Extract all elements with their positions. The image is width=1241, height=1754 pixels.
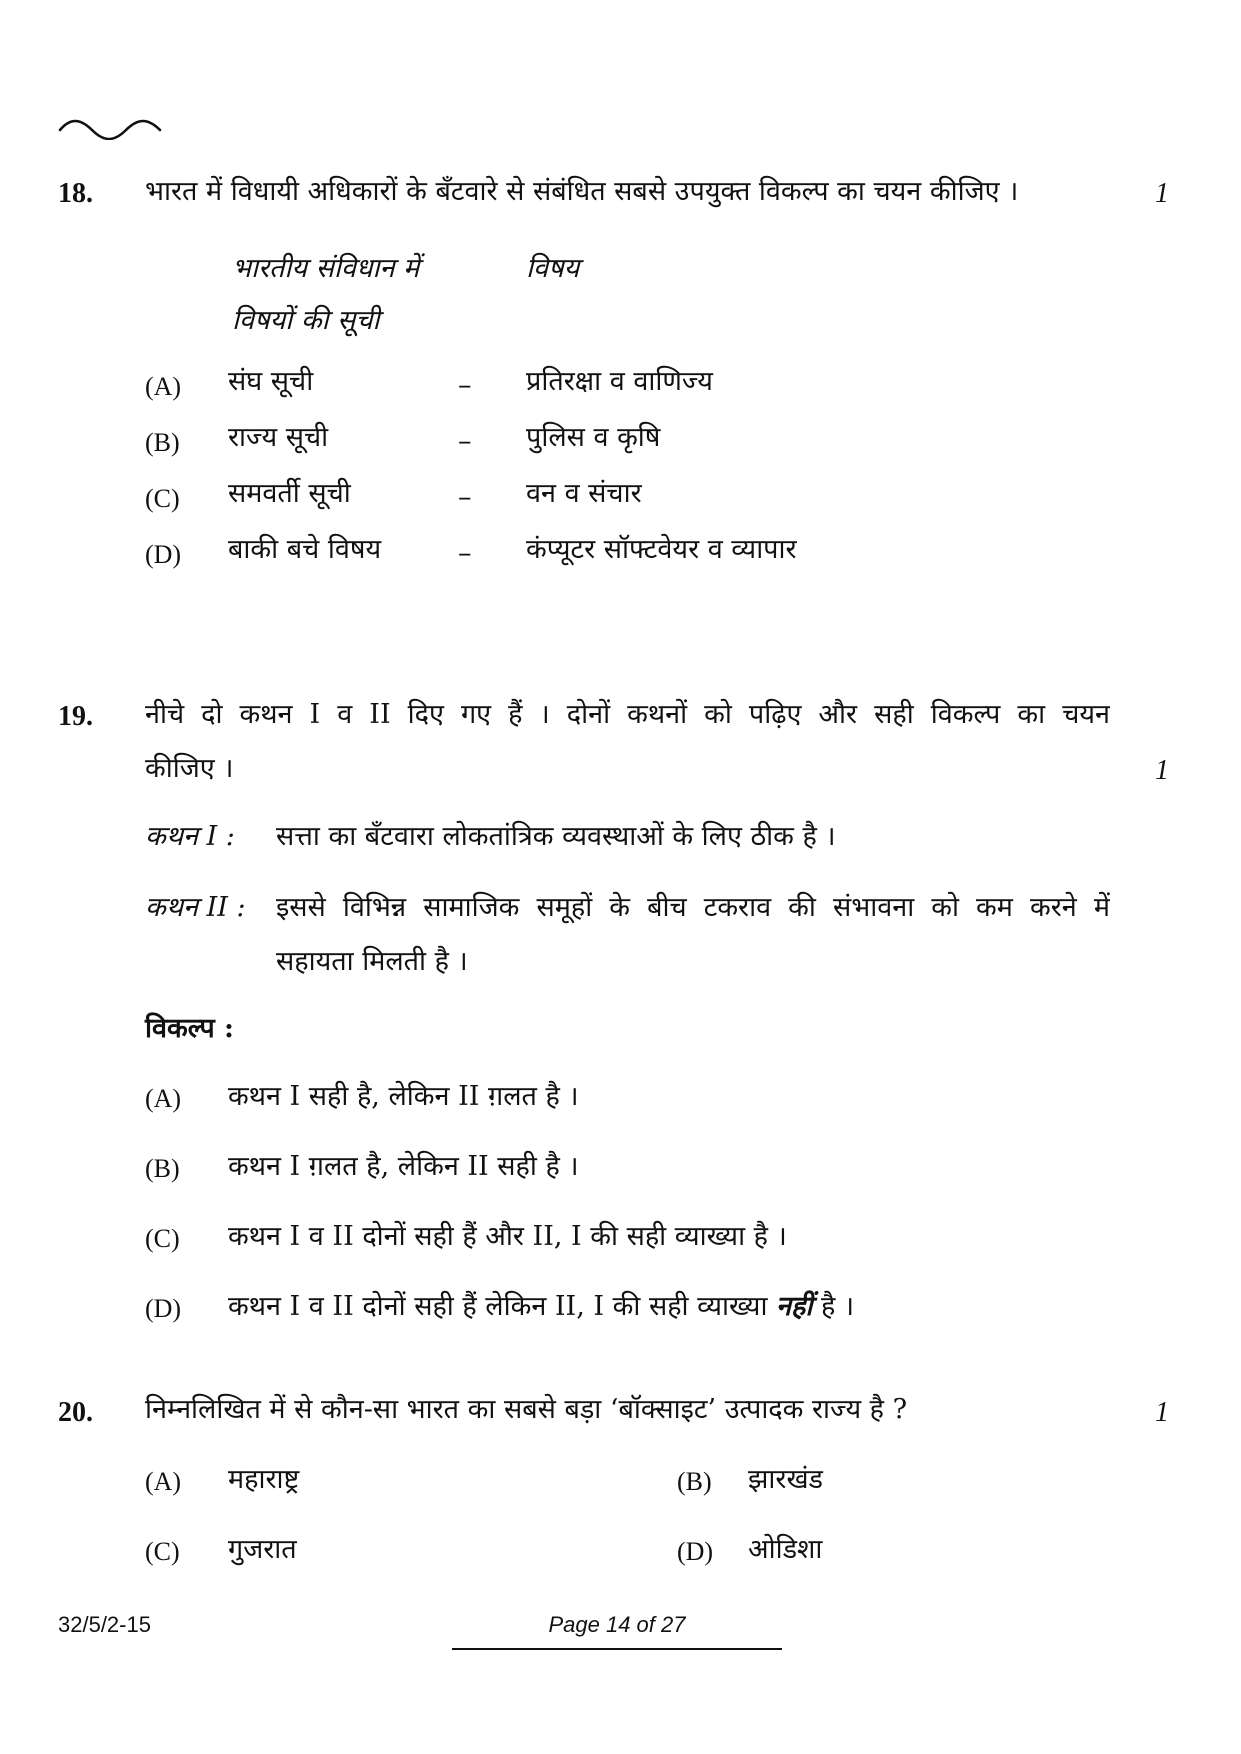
question-number: 18. — [58, 178, 93, 209]
statement-1-text: सत्ता का बँटवारा लोकतांत्रिक व्यवस्थाओं के लिए ठीक है । — [276, 821, 836, 852]
option-text: गुजरात — [228, 1534, 297, 1565]
option-text: कथन I सही है, लेकिन II ग़लत है । — [228, 1081, 579, 1112]
option-dash: – — [458, 370, 472, 401]
option-text: महाराष्ट्र — [228, 1464, 300, 1495]
option-list: संघ सूची — [228, 366, 314, 397]
option-subject: कंप्यूटर सॉफ्टवेयर व व्यापार — [526, 534, 797, 565]
option-text: ओडिशा — [748, 1534, 823, 1565]
option-label: (B) — [677, 1467, 712, 1496]
option-list: बाकी बचे विषय — [228, 534, 382, 565]
option-label: (A) — [145, 372, 182, 401]
question-number: 20. — [58, 1397, 93, 1428]
option-label: (C) — [145, 1537, 180, 1566]
option-label: (D) — [145, 540, 182, 569]
option-label: (C) — [145, 484, 180, 513]
statement-2-text-line2: सहायता मिलती है । — [276, 946, 468, 977]
question-number: 19. — [58, 701, 93, 732]
question-text: नीचे दो कथन I व II दिए गए हैं । दोनों कथनों को पढ़िए और सही विकल्प का चयन — [145, 699, 1110, 730]
column-header-subject: विषय — [526, 253, 580, 284]
column-header-list-line2: विषयों की सूची — [232, 305, 380, 336]
question-text: निम्नलिखित में से कौन-सा भारत का सबसे बड़ा ‘बॉक्साइट’ उत्पादक राज्य है ? — [145, 1394, 908, 1425]
question-text-line2: कीजिए । — [145, 753, 234, 784]
option-subject: पुलिस व कृषि — [526, 422, 661, 453]
option-text-emphasis: नहीं — [776, 1291, 813, 1322]
option-text: कथन I व II दोनों सही हैं और II, I की सही व्याख्या है । — [228, 1221, 787, 1252]
option-text — [228, 1290, 854, 1324]
option-label: (B) — [145, 1154, 180, 1183]
option-text-main: कथन I व II दोनों सही हैं लेकिन II, I की सही व्याख्या — [228, 1291, 768, 1322]
marks: 1 — [1155, 178, 1169, 209]
paper-code: 32/5/2-15 — [58, 1612, 151, 1637]
statement-2-label: कथन II : — [145, 892, 246, 923]
option-text-end: है । — [820, 1291, 855, 1322]
option-dash: – — [458, 482, 472, 513]
column-header-list: भारतीय संविधान में — [232, 253, 420, 284]
option-text: झारखंड — [748, 1464, 823, 1495]
option-subject: वन व संचार — [526, 478, 642, 509]
option-dash: – — [458, 538, 472, 569]
statement-2-text: इससे विभिन्न सामाजिक समूहों के बीच टकराव की संभावना को कम करने में — [276, 892, 1110, 923]
option-dash: – — [458, 426, 472, 457]
page-number: Page 14 of 27 — [548, 1612, 686, 1637]
option-label: (B) — [145, 428, 180, 457]
marks: 1 — [1155, 755, 1169, 786]
option-label: (A) — [145, 1084, 182, 1113]
option-label: (D) — [145, 1294, 182, 1323]
option-label: (A) — [145, 1467, 182, 1496]
options-heading: विकल्प : — [145, 1013, 235, 1044]
statement-1-label: कथन I : — [145, 821, 235, 852]
footer-rule — [452, 1648, 782, 1650]
option-label: (D) — [677, 1537, 714, 1566]
option-list: समवर्ती सूची — [228, 478, 351, 509]
marks: 1 — [1155, 1397, 1169, 1428]
question-text: भारत में विधायी अधिकारों के बँटवारे से संबंधित सबसे उपयुक्त विकल्प का चयन कीजिए । — [145, 176, 1019, 207]
option-list: राज्य सूची — [228, 422, 329, 453]
option-label: (C) — [145, 1224, 180, 1253]
wave-mark — [58, 116, 162, 140]
option-subject: प्रतिरक्षा व वाणिज्य — [526, 366, 713, 397]
option-text: कथन I ग़लत है, लेकिन II सही है । — [228, 1151, 579, 1182]
